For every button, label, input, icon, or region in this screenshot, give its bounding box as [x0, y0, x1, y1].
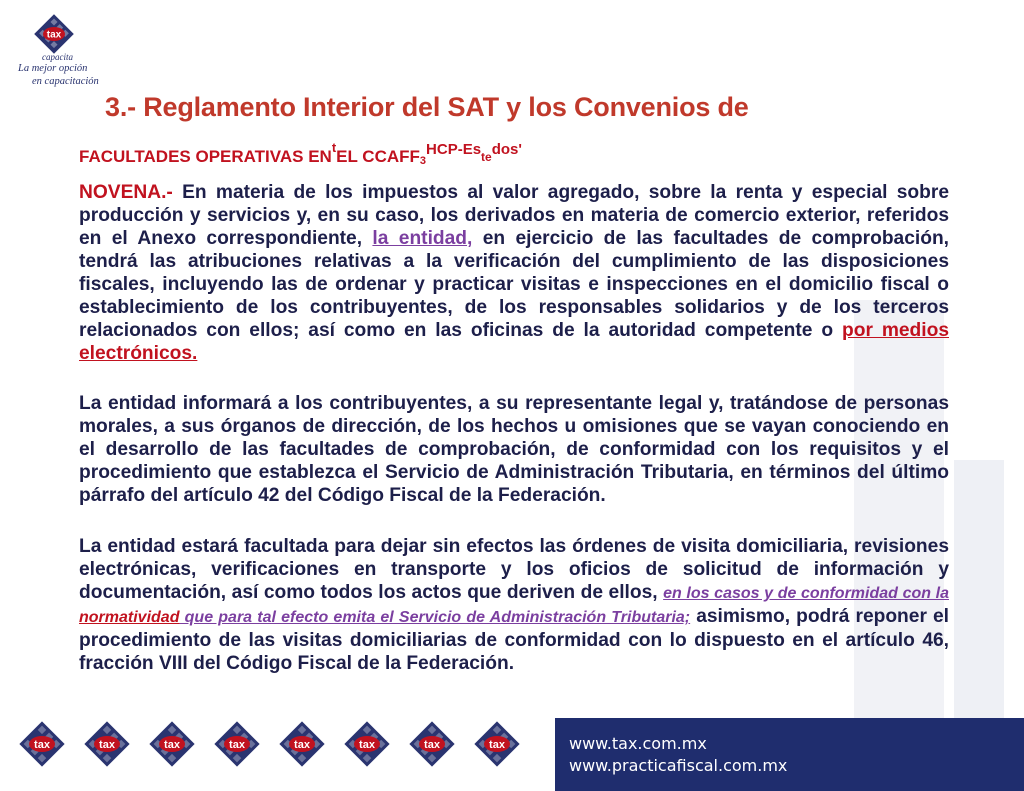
link-electronicos[interactable]: electrónicos. [79, 343, 198, 364]
paragraph-novena [79, 181, 949, 365]
tax-logo-diamond-icon [30, 10, 78, 58]
logo-tagline-small: capacita [42, 52, 73, 62]
footer-tax-logo-icon [402, 714, 462, 774]
footer-tax-logo-text: tax [359, 739, 375, 751]
logo-tagline-line2: en capacitación [32, 76, 99, 87]
link-normatividad[interactable]: normatividad [79, 609, 180, 626]
footer-tax-logo-text: tax [34, 739, 50, 751]
subtitle-sub: 3 [419, 155, 427, 167]
footer-tax-logo-text: tax [99, 739, 115, 751]
novena-lead: NOVENA.- [79, 182, 173, 203]
footer-tax-logo-icon [467, 714, 527, 774]
paragraph-informara: La entidad informará a los contribuyentes, a su representante legal y, tratándose de personas morales, a sus órganos de dirección, de los hechos u omisiones que se vayan conociendo en el desarrollo de las facultades de comprobación, de conformidad con los requisitos y el procedimiento que establezca el Servicio de Administración Tributaria, en términos del último párrafo del artículo 42 del Código Fiscal de la Federación. [79, 393, 949, 506]
footer-tax-logo-text: tax [294, 739, 310, 751]
footer-tax-logo-icon [12, 714, 72, 774]
slide-subtitle [79, 140, 522, 167]
link-la-entidad[interactable]: la entidad, [372, 228, 473, 249]
footer-tax-logo-icon [77, 714, 137, 774]
footer-tax-logo-text: tax [424, 739, 440, 751]
facultada-text-b: asimismo, podrá reponer el procedimiento de las visitas domiciliarias de conformidad con lo dispuesto en el artículo 46, fracción VIII del Código Fiscal de la Federación. [79, 606, 949, 674]
tax-logo-text: tax [46, 29, 62, 41]
subtitle-part-5: dos [491, 141, 519, 158]
footer-tax-logo-text: tax [489, 739, 505, 751]
slide-title: 3.- Reglamento Interior del SAT y los Convenios de [105, 92, 749, 122]
footer-logo-strip [0, 714, 555, 774]
novena-text-b: en ejercicio de las facultades de comprobación, tendrá las atribuciones relativas a la verificación del cumplimiento de las disposiciones fiscales, incluyendo las de ordenar y practicar visitas e inspecciones en el domicilio fiscal o establecimiento de los contribuyentes, de los responsables solidarios y de los terceros relacionados con ellos; así como en las oficinas de la autoridad competente o [79, 228, 949, 341]
footer-tax-logo-text: tax [229, 739, 245, 751]
subtitle-part-3: HCP-Es [426, 141, 482, 158]
subtitle-part-2: EL CCAFF [336, 147, 420, 166]
tax-logo [14, 8, 99, 90]
link-por-medios[interactable]: por medios [842, 320, 949, 341]
footer-tax-logo-icon [272, 714, 332, 774]
subtitle-part-1: FACULTADES OPERATIVAS EN [79, 147, 332, 166]
novena-text-a: En materia de los impuestos al valor agregado, sobre la renta y especial sobre producción y servicios y, en su caso, los derivados en materia de comercio exterior, referidos en el Anexo correspondiente, [79, 182, 949, 249]
paragraph-facultada [79, 535, 949, 675]
logo-tagline-line1: La mejor opción [18, 63, 88, 74]
subtitle-sup: t [331, 140, 337, 155]
footer-url-tax[interactable]: www.tax.com.mx [569, 734, 707, 753]
subtitle-part-6: ' [518, 141, 522, 158]
link-conformidad-a[interactable]: en los casos y de conformidad con la [663, 585, 949, 602]
footer-tax-logo-icon [207, 714, 267, 774]
link-conformidad-b[interactable]: que para tal efecto emita el Servicio de Administración Tributaria; [179, 609, 691, 626]
footer-url-practicafiscal[interactable]: www.practicafiscal.com.mx [569, 756, 788, 775]
facultada-text-a: La entidad estará facultada para dejar sin efectos las órdenes de visita domiciliaria, revisiones electrónicas, verificaciones en transporte y los oficios de solicitud de información y documentación, así como todos los actos que deriven de ellos, [79, 536, 949, 603]
footer-band [555, 718, 1024, 791]
background-watermark-2 [954, 460, 1004, 720]
subtitle-part-4: te [481, 150, 492, 164]
footer-tax-logo-icon [337, 714, 397, 774]
footer-tax-logo-text: tax [164, 739, 180, 751]
footer-tax-logo-icon [142, 714, 202, 774]
